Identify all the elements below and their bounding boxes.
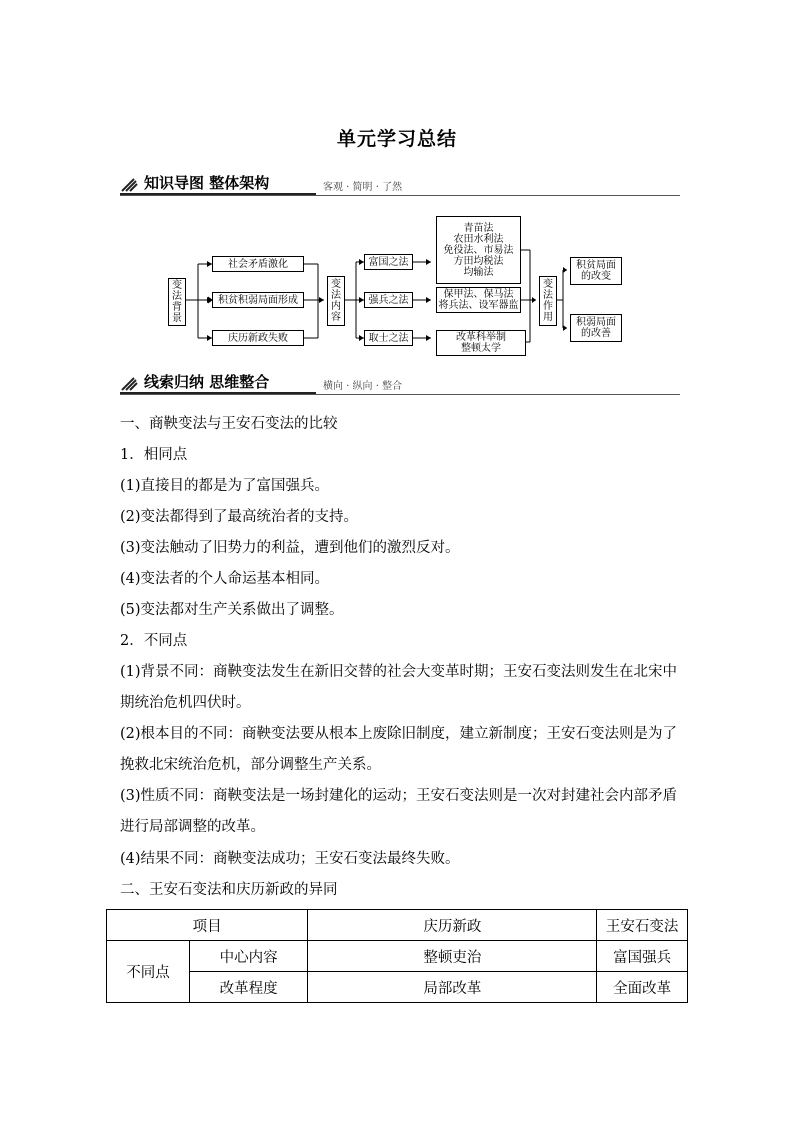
law-item: 免役法、市易法 (443, 244, 514, 256)
table-header-row (107, 910, 688, 941)
table-cell: 改革程度 (190, 972, 308, 1003)
heading-comparison: 一、商鞅变法与王安石变法的比较 (120, 416, 338, 432)
paragraph: (4)结果不同：商鞅变法成功；王安石变法最终失败。 (120, 851, 460, 867)
effect-poverty: 积贫局面 的改变 (570, 257, 622, 285)
table-cell: 中心内容 (190, 941, 308, 972)
table-header-cell: 王安石变法 (597, 910, 688, 941)
military-laws-box (436, 287, 521, 313)
background-box: 变 法 背 景 (168, 278, 186, 326)
comparison-table (106, 909, 688, 1003)
exam-laws-box (436, 330, 526, 356)
table-header-cell: 项目 (107, 910, 308, 941)
category-military: 强兵之法 (364, 292, 413, 308)
section-title: 线索归纳 思维整合 (144, 373, 270, 391)
section-rule (120, 195, 680, 196)
subheading-differences: 2．不同点 (120, 633, 188, 649)
paragraph: (1)直接目的都是为了富国强兵。 (120, 478, 330, 494)
law-item: 整顿太学 (461, 343, 501, 354)
law-item: 青苗法 (463, 222, 494, 234)
effect-weakness: 积弱局面 的改善 (570, 314, 622, 342)
section-rule (120, 394, 680, 395)
paragraph: (2)根本目的不同：商鞅变法要从根本上废除旧制度，建立新制度；王安石变法则是为了挽救北宋统治危机，部分调整生产关系。 (120, 726, 678, 773)
heading-qingli-comparison: 二、王安石变法和庆历新政的异同 (120, 882, 338, 898)
table-cell: 局部改革 (308, 972, 597, 1003)
category-wealth: 富国之法 (364, 254, 413, 270)
law-item: 均输法 (463, 266, 494, 278)
table-row (107, 941, 688, 972)
section-title: 知识导图 整体架构 (144, 174, 270, 192)
cause-box-qingli: 庆历新政失败 (212, 330, 304, 346)
table-group-cell: 不同点 (107, 941, 190, 1003)
paragraph: (1)背景不同：商鞅变法发生在新旧交替的社会大变革时期；王安石变法则发生在北宋中期统治危机四伏时。 (120, 664, 678, 711)
law-item: 改革科举制 (456, 332, 506, 343)
paragraph: (4)变法者的个人命运基本相同。 (120, 571, 330, 587)
law-item: 保甲法、保马法 (443, 289, 514, 300)
law-item: 农田水利法 (453, 233, 504, 245)
cause-box-weakness: 积贫积弱局面形成 (212, 292, 304, 308)
stripes-icon (120, 178, 138, 192)
table-cell: 整顿吏治 (308, 941, 597, 972)
cause-box-social: 社会矛盾激化 (212, 256, 304, 272)
section-subtitle: 横向 · 纵向 · 整合 (323, 381, 403, 392)
effect-box: 变 法 作 用 (539, 276, 557, 326)
table-cell: 富国强兵 (597, 941, 688, 972)
category-exam: 取士之法 (364, 330, 413, 346)
law-item: 将兵法、设军器监 (438, 300, 519, 311)
section-subtitle: 客观 · 简明 · 了然 (323, 182, 403, 193)
law-item: 方田均税法 (453, 255, 504, 267)
content-box: 变 法 内 容 (327, 276, 345, 326)
page-title: 单元学习总结 (336, 128, 457, 150)
paragraph: (2)变法都得到了最高统治者的支持。 (120, 509, 359, 525)
section-header-clue-summary (120, 373, 680, 395)
table-header-cell: 庆历新政 (308, 910, 597, 941)
table-row (107, 972, 688, 1003)
subheading-similarities: 1．相同点 (120, 447, 188, 463)
paragraph: (3)性质不同：商鞅变法是一场封建化的运动；王安石变法则是一次对封建社会内部矛盾进行局部调整的改革。 (120, 788, 678, 835)
paragraph: (5)变法都对生产关系做出了调整。 (120, 602, 344, 618)
table-cell: 全面改革 (597, 972, 688, 1003)
section-header-knowledge-map (120, 174, 680, 196)
stripes-icon (120, 377, 138, 391)
wealth-laws-box (436, 216, 521, 284)
paragraph: (3)变法触动了旧势力的利益，遭到他们的激烈反对。 (120, 540, 460, 556)
